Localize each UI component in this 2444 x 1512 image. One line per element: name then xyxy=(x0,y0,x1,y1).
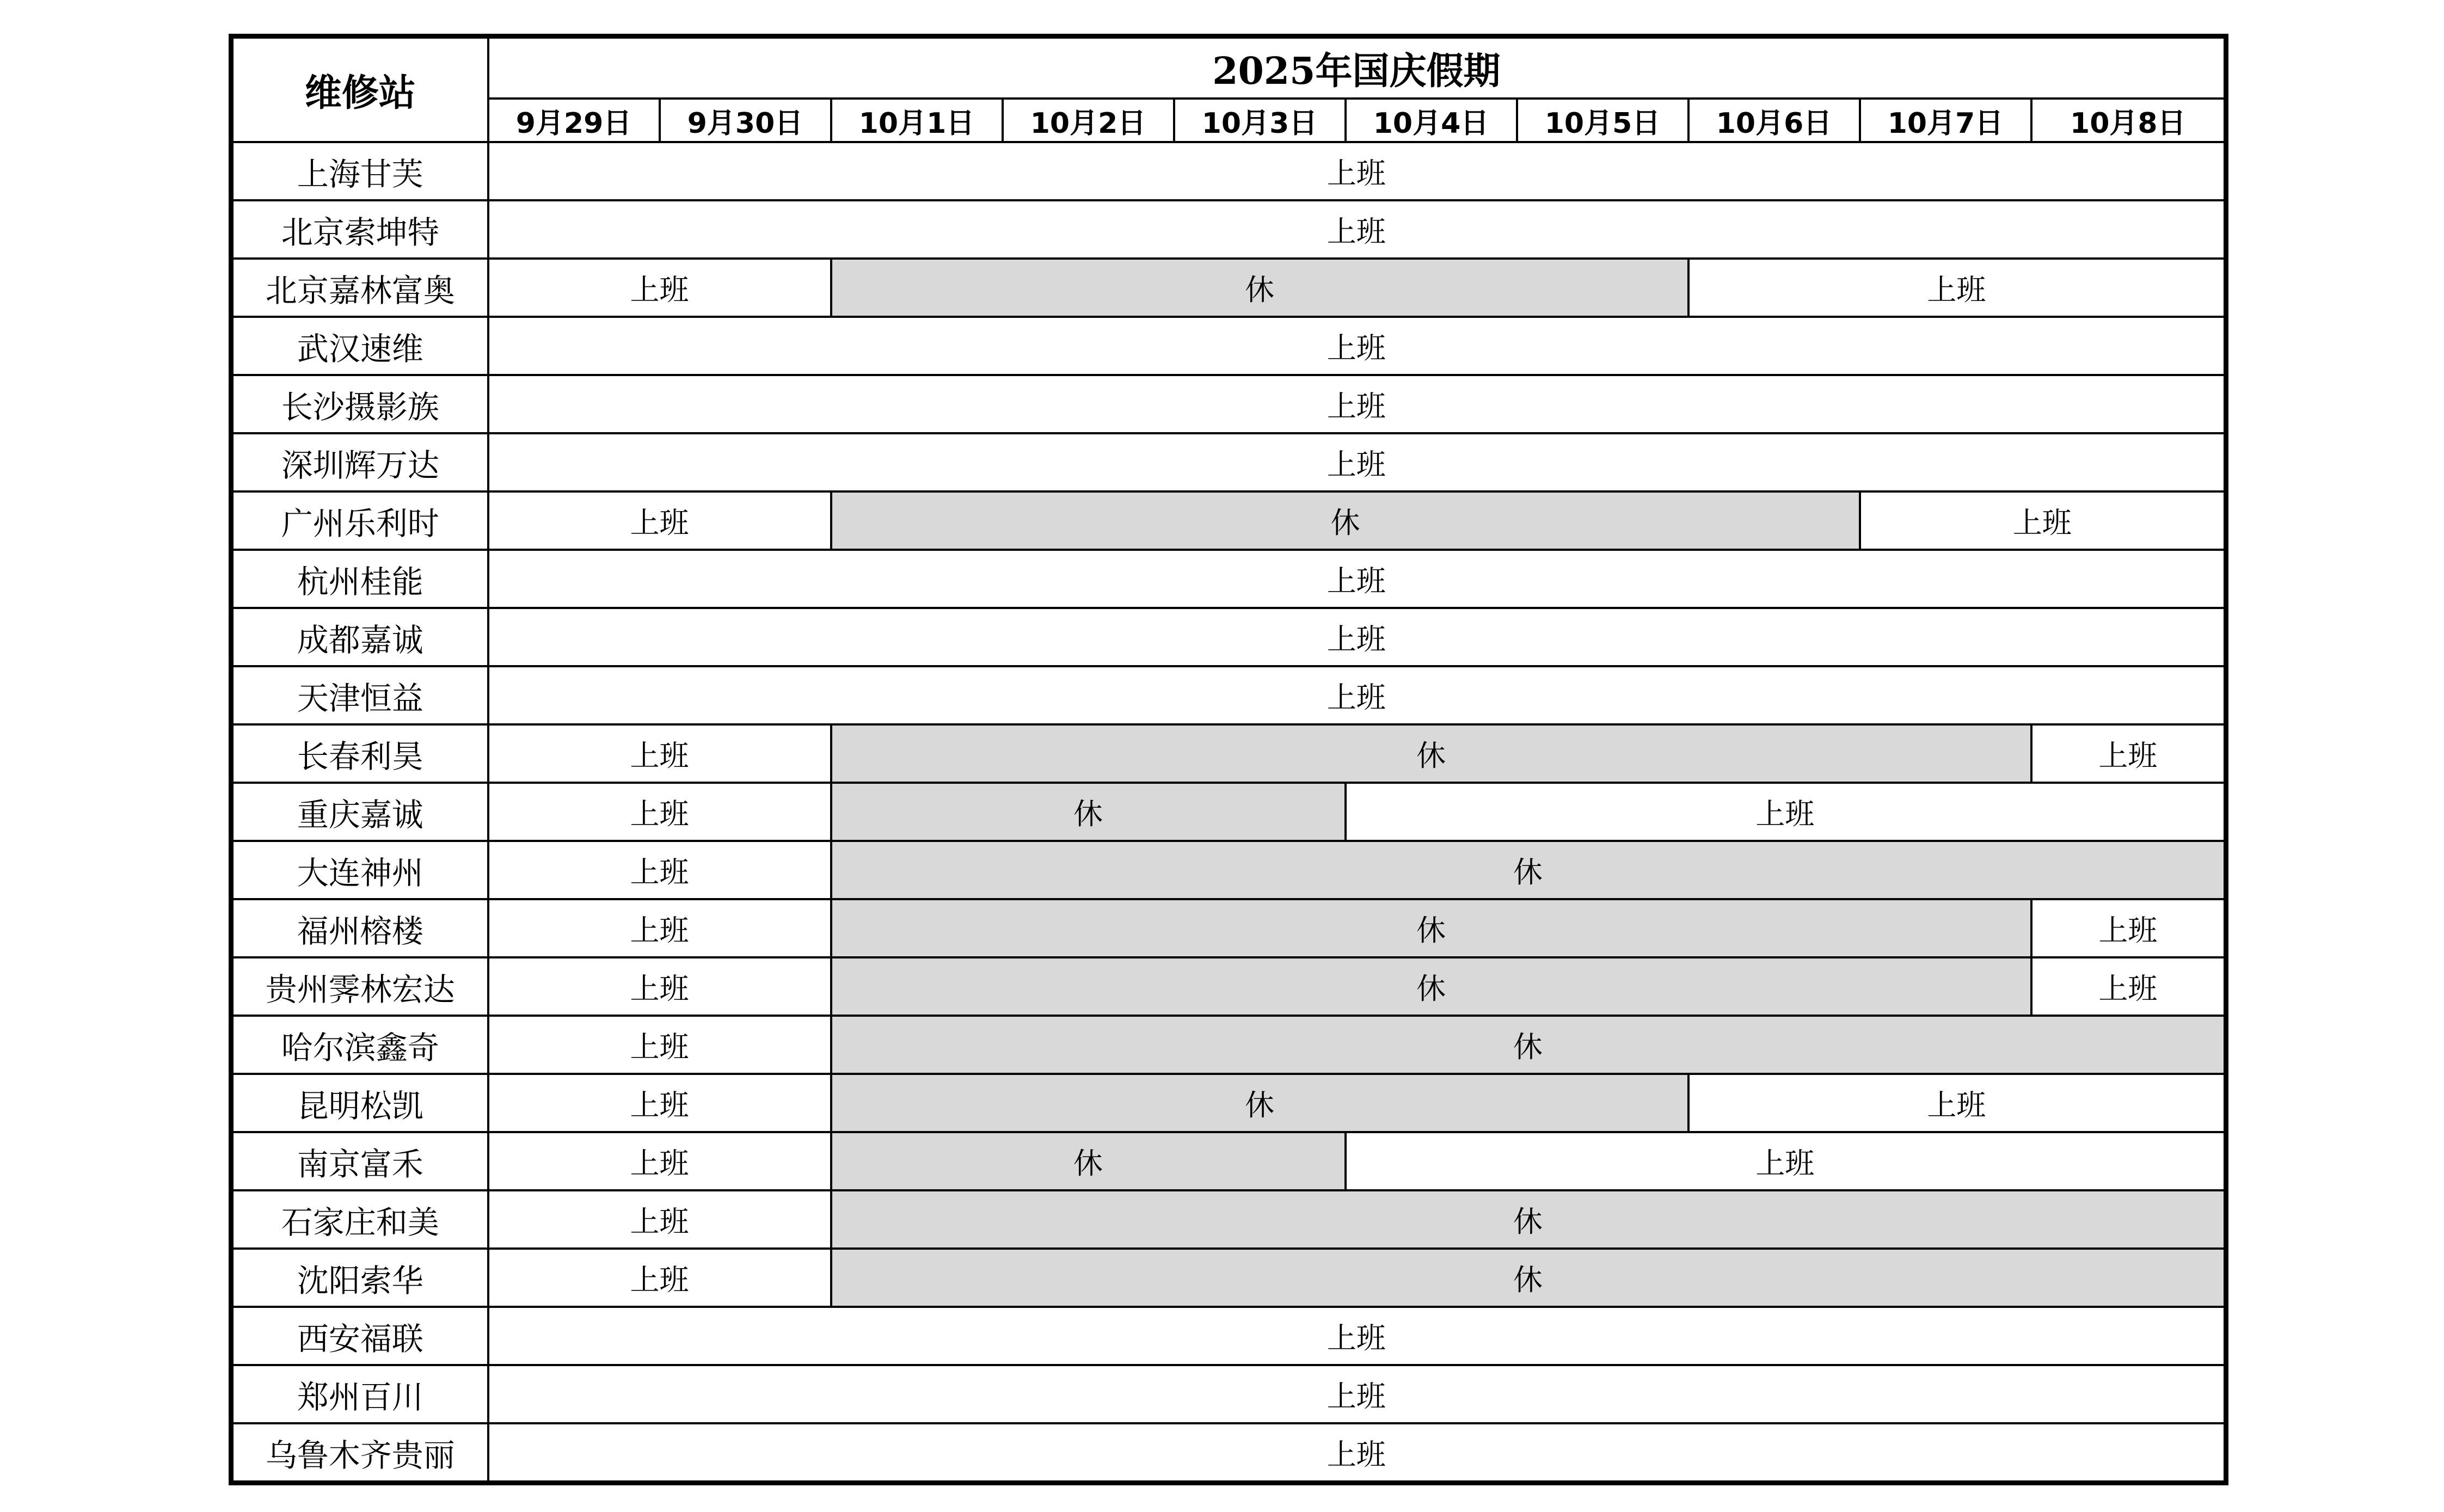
station-column-header: 维修站 xyxy=(231,36,488,143)
table-row xyxy=(231,608,2226,666)
station-name-cell: 天津恒益 xyxy=(231,666,488,724)
table-row xyxy=(231,899,2226,957)
table-row xyxy=(231,724,2226,783)
work-period-cell: 上班 xyxy=(488,375,2226,433)
work-period-cell: 上班 xyxy=(488,1016,831,1074)
holiday-schedule-table xyxy=(229,34,2228,1485)
date-header: 10月8日 xyxy=(2031,99,2226,142)
table-row xyxy=(231,259,2226,317)
work-period-cell: 上班 xyxy=(488,259,831,317)
work-period-cell: 上班 xyxy=(488,1132,831,1190)
rest-period-cell: 休 xyxy=(831,1249,2226,1307)
station-name-cell: 哈尔滨鑫奇 xyxy=(231,1016,488,1074)
station-name-cell: 长春利昊 xyxy=(231,724,488,783)
station-name-cell: 上海甘芙 xyxy=(231,142,488,200)
station-name-cell: 重庆嘉诚 xyxy=(231,783,488,841)
station-name-cell: 北京索坤特 xyxy=(231,200,488,259)
work-period-cell: 上班 xyxy=(2031,957,2226,1016)
table-row xyxy=(231,957,2226,1016)
work-period-cell: 上班 xyxy=(488,841,831,899)
work-period-cell: 上班 xyxy=(488,724,831,783)
table-row xyxy=(231,666,2226,724)
work-period-cell: 上班 xyxy=(488,608,2226,666)
work-period-cell: 上班 xyxy=(488,317,2226,375)
rest-period-cell: 休 xyxy=(831,899,2031,957)
station-name-cell: 杭州桂能 xyxy=(231,550,488,608)
rest-period-cell: 休 xyxy=(831,724,2031,783)
work-period-cell: 上班 xyxy=(488,433,2226,491)
table-row xyxy=(231,783,2226,841)
rest-period-cell: 休 xyxy=(831,1132,1346,1190)
station-name-cell: 南京富禾 xyxy=(231,1132,488,1190)
work-period-cell: 上班 xyxy=(488,142,2226,200)
table-row xyxy=(231,375,2226,433)
table-row xyxy=(231,491,2226,550)
date-header: 10月7日 xyxy=(1860,99,2031,142)
station-name-cell: 沈阳索华 xyxy=(231,1249,488,1307)
station-name-cell: 贵州霁林宏达 xyxy=(231,957,488,1016)
station-name-cell: 武汉速维 xyxy=(231,317,488,375)
date-header-row xyxy=(231,99,2226,142)
station-name-cell: 长沙摄影族 xyxy=(231,375,488,433)
station-name-cell: 深圳辉万达 xyxy=(231,433,488,491)
table-row xyxy=(231,1190,2226,1249)
rest-period-cell: 休 xyxy=(831,259,1688,317)
rest-period-cell: 休 xyxy=(831,957,2031,1016)
station-name-cell: 郑州百川 xyxy=(231,1365,488,1423)
work-period-cell: 上班 xyxy=(488,783,831,841)
work-period-cell: 上班 xyxy=(488,1190,831,1249)
rest-period-cell: 休 xyxy=(831,1190,2226,1249)
work-period-cell: 上班 xyxy=(488,491,831,550)
work-period-cell: 上班 xyxy=(1688,259,2226,317)
work-period-cell: 上班 xyxy=(488,1307,2226,1365)
station-name-cell: 石家庄和美 xyxy=(231,1190,488,1249)
station-name-cell: 北京嘉林富奥 xyxy=(231,259,488,317)
table-row xyxy=(231,1365,2226,1423)
date-header: 10月3日 xyxy=(1174,99,1346,142)
date-header: 10月6日 xyxy=(1688,99,1860,142)
table-row xyxy=(231,200,2226,259)
table-row xyxy=(231,1423,2226,1483)
station-name-cell: 昆明松凯 xyxy=(231,1074,488,1132)
work-period-cell: 上班 xyxy=(488,1423,2226,1483)
station-name-cell: 福州榕楼 xyxy=(231,899,488,957)
schedule-body xyxy=(231,142,2226,1483)
date-header: 9月30日 xyxy=(660,99,831,142)
title-row xyxy=(231,36,2226,99)
station-name-cell: 成都嘉诚 xyxy=(231,608,488,666)
table-row xyxy=(231,1307,2226,1365)
work-period-cell: 上班 xyxy=(488,1365,2226,1423)
table-row xyxy=(231,550,2226,608)
rest-period-cell: 休 xyxy=(831,1016,2226,1074)
rest-period-cell: 休 xyxy=(831,783,1346,841)
table-row xyxy=(231,841,2226,899)
station-name-cell: 大连神州 xyxy=(231,841,488,899)
work-period-cell: 上班 xyxy=(488,1249,831,1307)
date-header: 10月1日 xyxy=(831,99,1003,142)
table-row xyxy=(231,1132,2226,1190)
table-row xyxy=(231,1249,2226,1307)
station-name-cell: 广州乐利时 xyxy=(231,491,488,550)
date-header: 10月5日 xyxy=(1517,99,1688,142)
date-header: 10月4日 xyxy=(1346,99,1517,142)
work-period-cell: 上班 xyxy=(488,899,831,957)
table-row xyxy=(231,1074,2226,1132)
table-row xyxy=(231,1016,2226,1074)
work-period-cell: 上班 xyxy=(488,1074,831,1132)
work-period-cell: 上班 xyxy=(2031,899,2226,957)
rest-period-cell: 休 xyxy=(831,841,2226,899)
table-row xyxy=(231,142,2226,200)
work-period-cell: 上班 xyxy=(488,666,2226,724)
holiday-title: 2025年国庆假期 xyxy=(488,36,2226,99)
date-header: 10月2日 xyxy=(1003,99,1174,142)
table-row xyxy=(231,433,2226,491)
station-name-cell: 乌鲁木齐贵丽 xyxy=(231,1423,488,1483)
table-row xyxy=(231,317,2226,375)
rest-period-cell: 休 xyxy=(831,1074,1688,1132)
station-name-cell: 西安福联 xyxy=(231,1307,488,1365)
work-period-cell: 上班 xyxy=(1860,491,2226,550)
date-header: 9月29日 xyxy=(488,99,660,142)
work-period-cell: 上班 xyxy=(1688,1074,2226,1132)
work-period-cell: 上班 xyxy=(1346,1132,2226,1190)
work-period-cell: 上班 xyxy=(488,200,2226,259)
work-period-cell: 上班 xyxy=(1346,783,2226,841)
work-period-cell: 上班 xyxy=(2031,724,2226,783)
rest-period-cell: 休 xyxy=(831,491,1860,550)
work-period-cell: 上班 xyxy=(488,957,831,1016)
work-period-cell: 上班 xyxy=(488,550,2226,608)
